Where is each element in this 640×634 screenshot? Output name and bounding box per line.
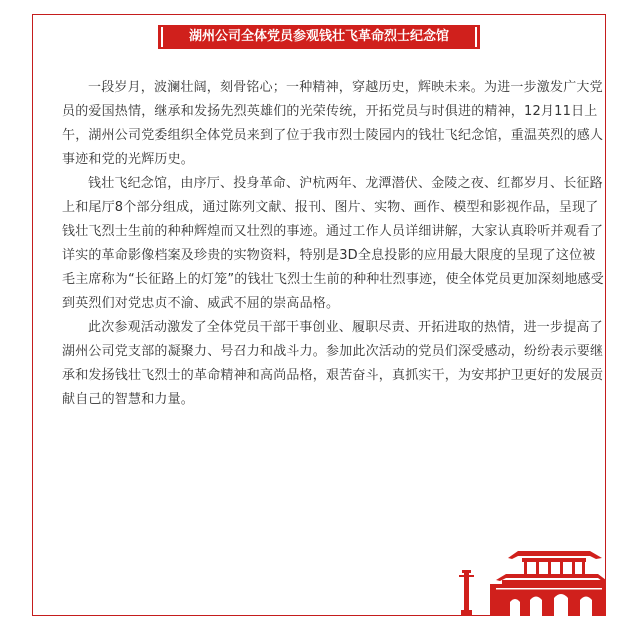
page-title: 湖州公司全体党员参观钱壮飞革命烈士纪念馆 — [188, 29, 449, 44]
paragraph: 一段岁月，波澜壮阔，刻骨铭心；一种精神，穿越历史，辉映未来。为进一步激发广大党员的爱国热情，继承和发扬先烈英雄们的光荣传统，开拓党员与时俱进的精神，12月11日上午，湖州公司党委组织全体党员来到了位于我市烈士陵园内的钱壮飞纪念馆，重温英烈的感人事迹和党的光辉历史。 — [62, 80, 604, 167]
tiananmen-icon — [456, 518, 606, 616]
title-banner — [158, 22, 480, 52]
article-body — [62, 76, 606, 412]
paragraph: 钱壮飞纪念馆，由序厅、投身革命、沪杭两年、龙潭潜伏、金陵之夜、红都岁月、长征路上和尾厅8个部分组成，通过陈列文献、报刊、图片、实物、画作、模型和影视作品，呈现了钱壮飞烈士生前的种种辉煌而又壮烈的事迹。通过工作人员详细讲解，大家认真聆听并观看了详实的革命影像档案及珍贵的实物资料，特别是3D全息投影的应用最大限度的呈现了这位被毛主席称为“长征路上的灯笼”的钱壮飞烈士生前的种种壮烈事迹，使全体党员更加深刻地感受到英烈们对党忠贞不渝、威武不屈的崇高品格。 — [62, 176, 604, 311]
paragraph: 此次参观活动激发了全体党员干部干事创业、履职尽责、开拓进取的热情，进一步提高了湖州公司党支部的凝聚力、号召力和战斗力。参加此次活动的党员们深受感动，纷纷表示要继承和发扬钱壮飞烈士的革命精神和高尚品格，艰苦奋斗，真抓实干，为安邦护卫更好的发展贡献自己的智慧和力量。 — [62, 320, 604, 407]
